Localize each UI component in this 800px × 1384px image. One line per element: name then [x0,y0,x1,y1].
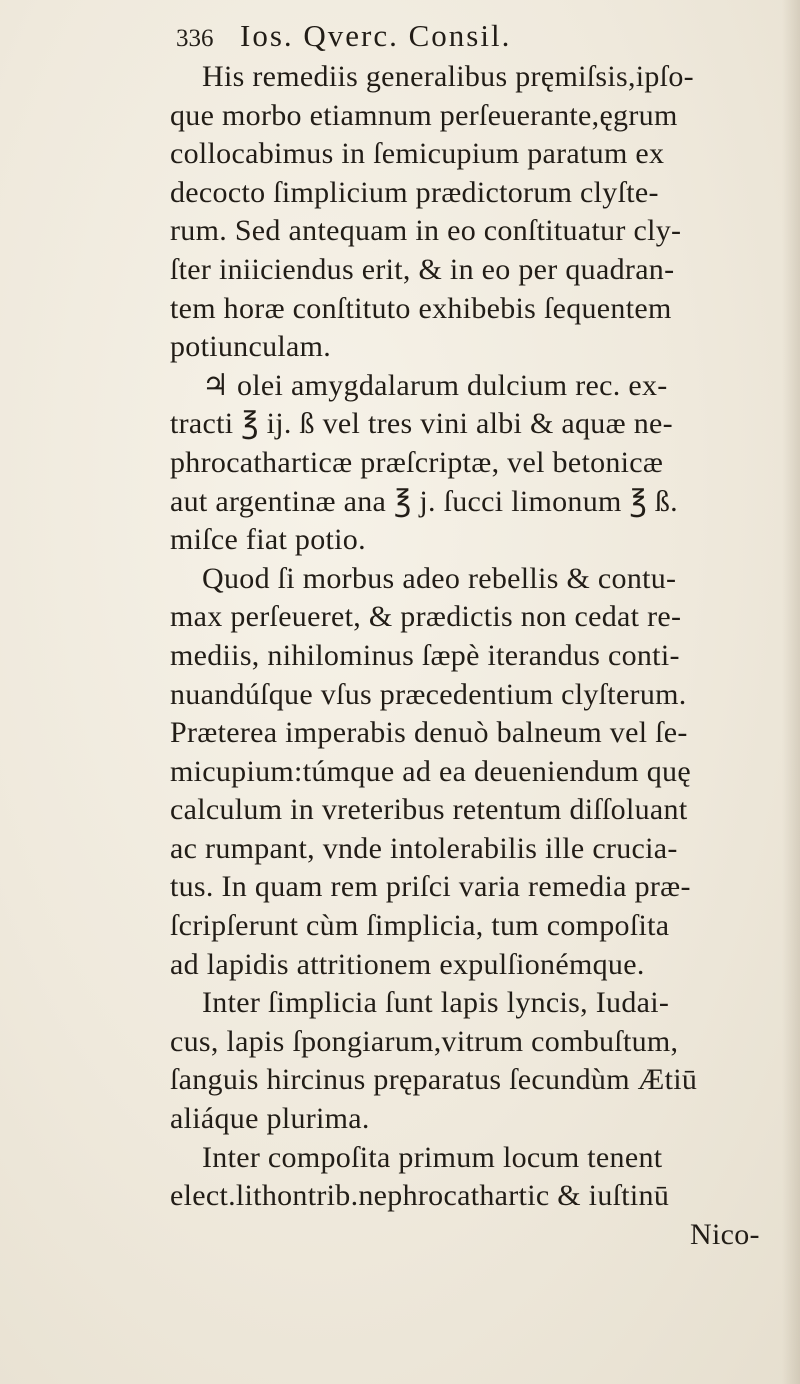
text-line: ſanguis hircinus pręparatus ſecundùm Ætiū [170,1063,698,1097]
running-title: Ios. Qverc. Consil. [240,18,512,53]
text-line: ac rumpant, vnde intolerabilis ille crucia- [170,831,678,865]
running-head [176,18,696,58]
text-line: collocabimus in ſemicupium paratum ex [170,137,665,171]
text-line: Inter compoſita primum locum tenent [202,1140,663,1174]
text-line: phrocatharticæ præſcriptæ, vel betonicæ [170,445,664,479]
text-line: calculum in vreteribus retentum diſſoluant [170,793,688,827]
text-line: mediis, nihilominus ſæpè iterandus conti- [170,638,680,672]
text-line: tem horæ conſtituto exhibebis ſequentem [170,291,672,325]
text-line: elect.lithontrib.nephrocathartic & iuſtinū [170,1179,670,1213]
text-line: His remediis generalibus pręmiſsis,ipſo- [202,60,694,93]
text-line: micupium:túmque ad ea deueniendum quę [170,754,691,788]
text-line: Præterea imperabis denuò balneum vel ſe- [170,716,688,750]
text-line: rum. Sed antequam in eo conſtituatur cly- [170,214,682,248]
text-line: ſcripſerunt cùm ſimplicia, tum compoſita [170,909,670,943]
prescription-line: ♃ olei amygdalarum dulcium rec. ex- [202,368,668,402]
text-line: potiunculam. [170,330,332,364]
text-line: aliáque plurima. [170,1102,370,1136]
text-line: que morbo etiamnum perſeuerante,ęgrum [170,98,678,132]
text-line: cus, lapis ſpongiarum,vitrum combuſtum, [170,1024,679,1058]
text-line: aut argentinæ ana ℥ j. ſucci limonum ℥ ß. [170,484,678,518]
text-line: miſce fiat potio. [170,523,366,557]
page-number: 336 [176,25,214,52]
text-line: tus. In quam rem priſci varia remedia præ- [170,870,691,904]
text-line: ſter iniiciendus erit, & in eo per quadran- [170,252,675,286]
text-line: ad lapidis attritionem expulſionémque. [170,947,645,981]
text-line: Quod ſi morbus adeo rebellis & contu- [202,561,677,595]
text-line: decocto ſimplicium prædictorum clyſte- [170,175,659,209]
text-line: tracti ℥ ij. ß vel tres vini albi & aquæ ne- [170,407,673,441]
text-line: max perſeueret, & prædictis non cedat re- [170,600,682,634]
body-text [170,58,790,1254]
text-line: nuandúſque vſus præcedentium clyſterum. [170,677,687,711]
catchword: Nico- [690,1217,760,1251]
text-line: Inter ſimplicia ſunt lapis lyncis, Iudai- [202,986,670,1020]
